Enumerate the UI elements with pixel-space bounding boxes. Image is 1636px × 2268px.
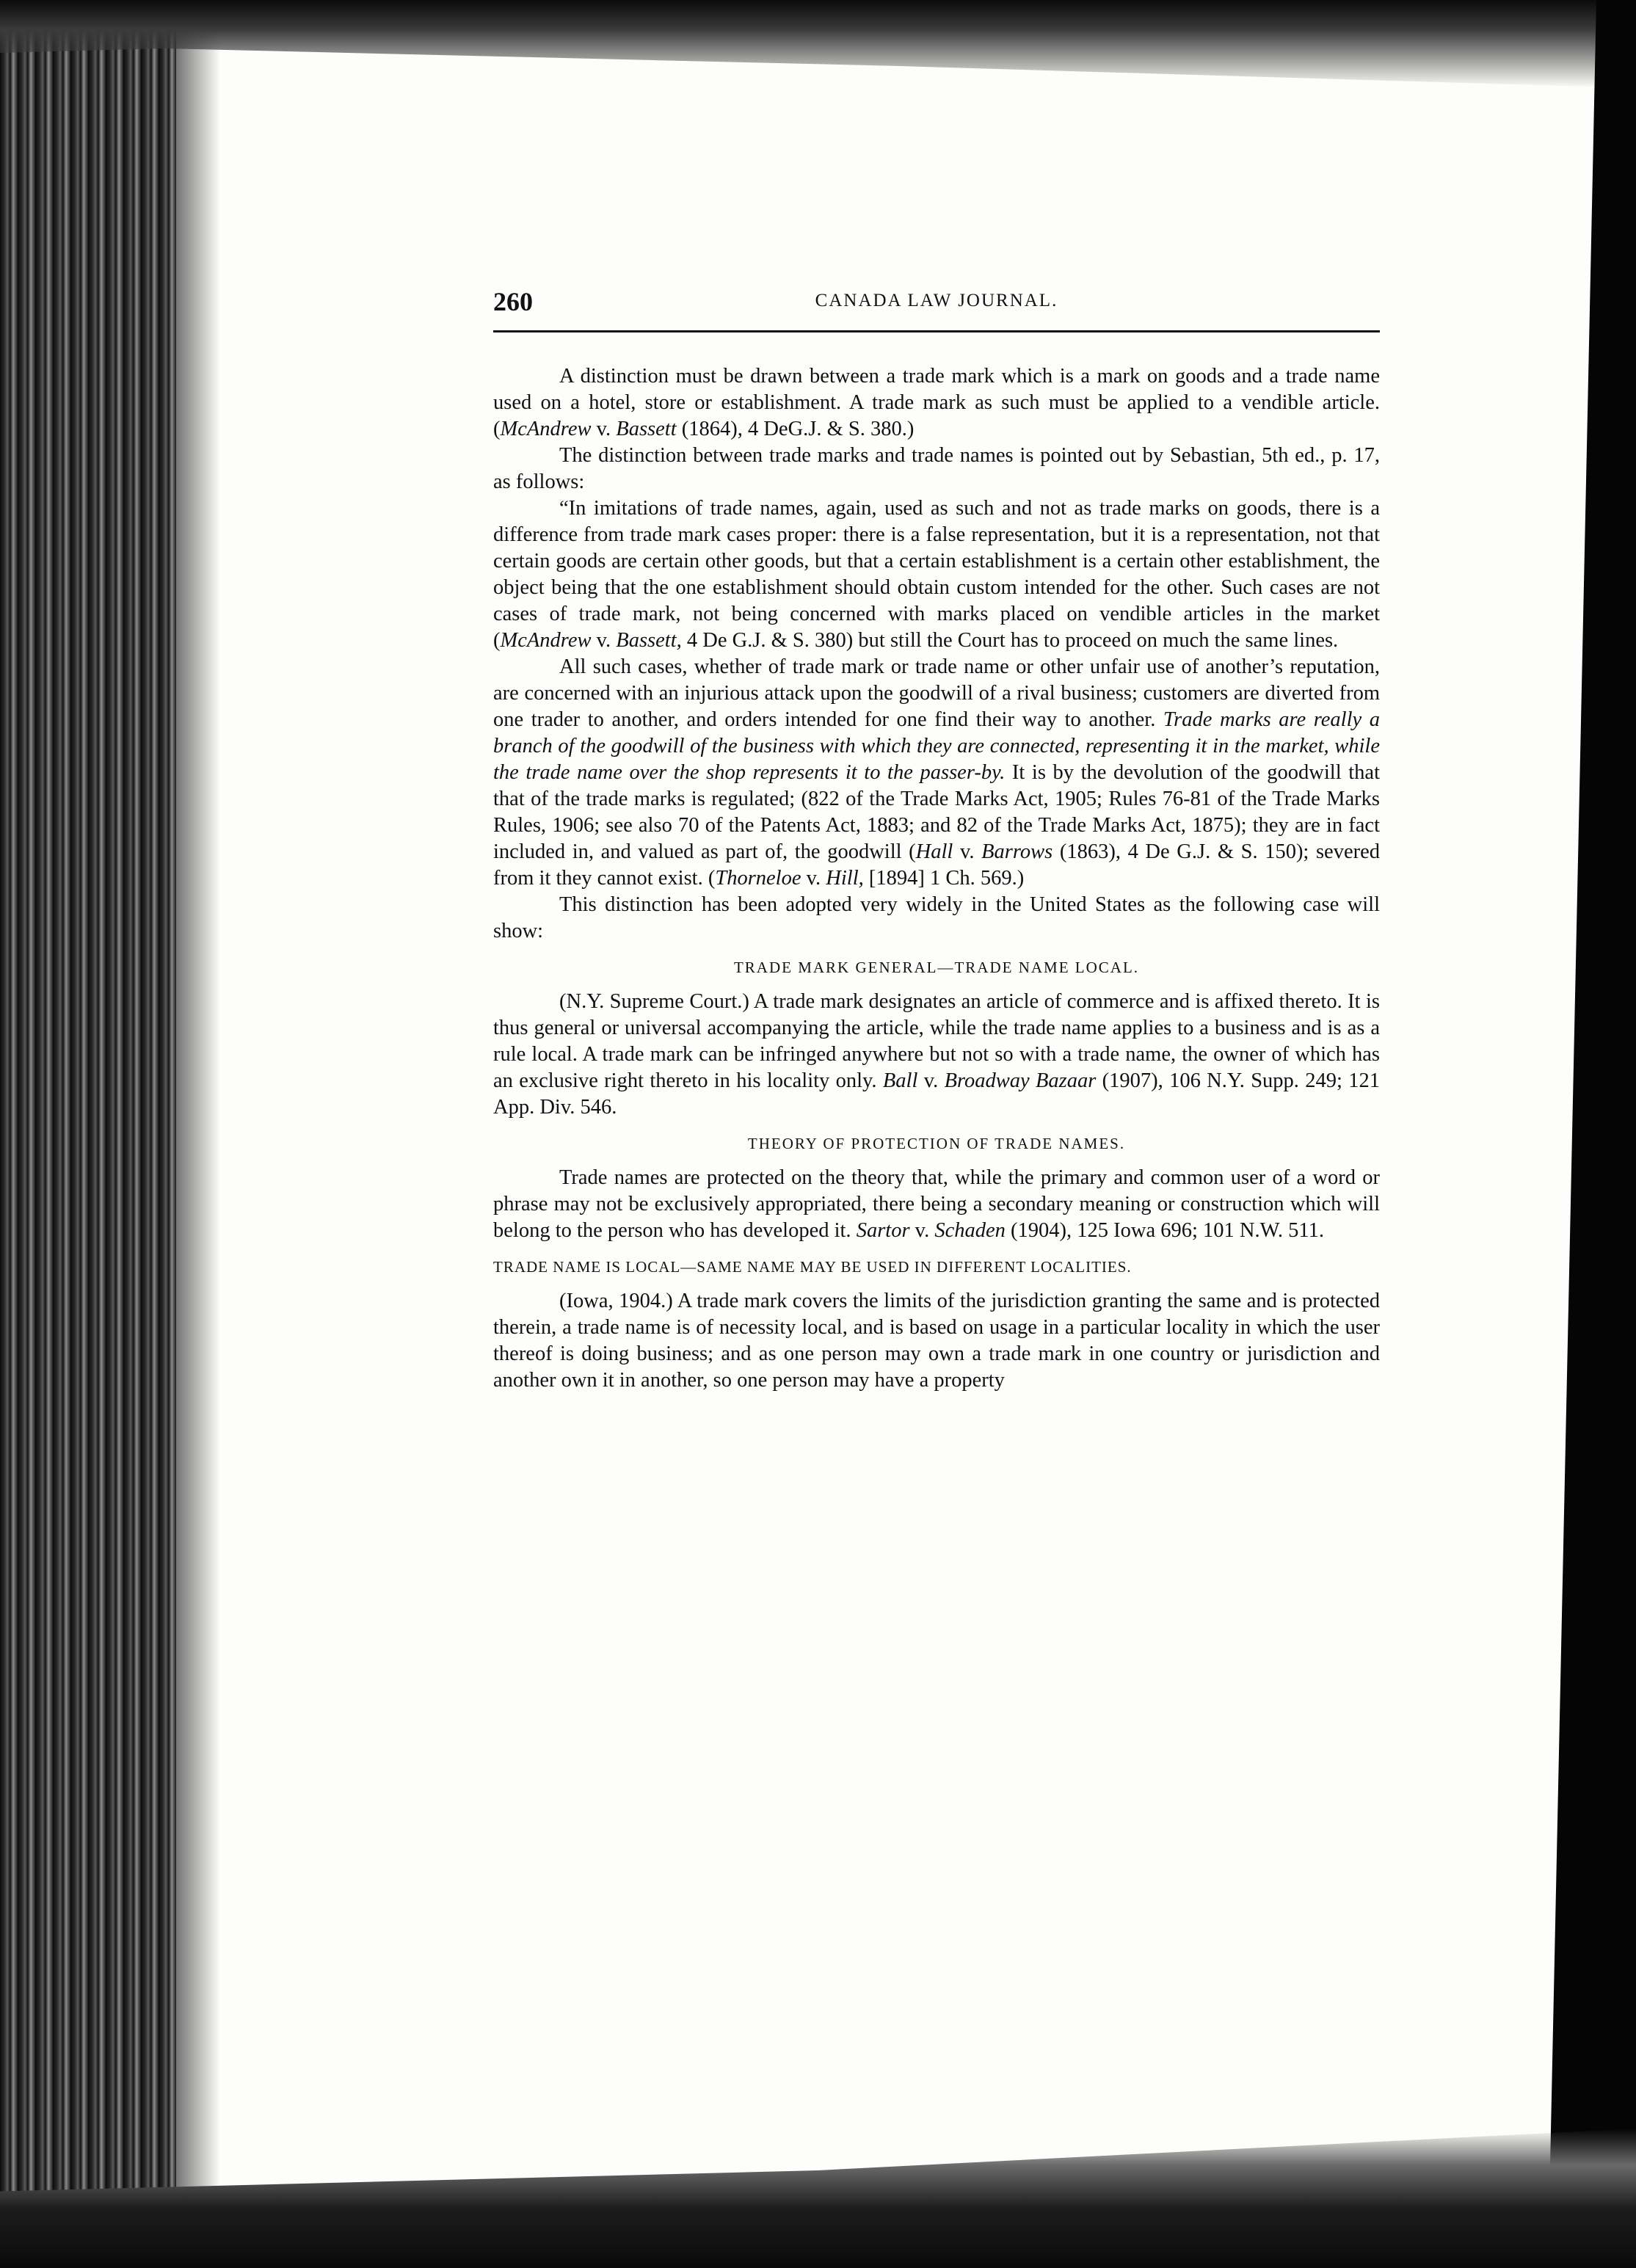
italic-text: Bassett,: [616, 629, 682, 652]
text-run: v.: [591, 418, 617, 440]
text-run: It is by the devolution of the goodwill that that of the trade marks is regulated; (822 of the Trade Marks Act, 1905; Rules 76-81 of the Trade Marks Rules, 1906; see also 70 of the Patents Act, 1883; and 82 of the Trade Marks Act, 1875); they are in fact included in, and valued as part of, the goodwill (: [493, 761, 1380, 863]
text-run: This distinction has been adopted very widely in the United States as the following case will show:: [493, 893, 1380, 942]
section-heading: [493, 1256, 1380, 1278]
article-body: [493, 363, 1380, 1394]
section-heading: [493, 1133, 1380, 1155]
text-run: v.: [801, 867, 826, 890]
text-run: Trade names are protected on the theory that, while the primary and common user of a word or phrase may not be exclusively appropriated, there being a secondary meaning or construction which will belong to the person who has developed it.: [493, 1166, 1380, 1242]
italic-text: Broadway Bazaar: [944, 1069, 1097, 1092]
text-run: [1894] 1 Ch. 569.): [863, 867, 1025, 890]
italic-text: Schaden: [934, 1219, 1006, 1242]
body-paragraph: [493, 1288, 1380, 1394]
text-run: TRADE MARK GENERAL—TRADE NAME LOCAL.: [733, 959, 1140, 976]
text-run: TRADE NAME IS LOCAL—SAME NAME MAY BE USED IN DIFFERENT LOCALITIES.: [493, 1258, 1132, 1276]
italic-text: McAndrew: [500, 629, 592, 652]
text-run: (1863), 4 De G.J. & S. 150); severed from it they cannot exist. (: [493, 840, 1380, 890]
journal-title: CANADA LAW JOURNAL.: [815, 291, 1058, 310]
text-run: The distinction between trade marks and trade names is pointed out by Sebastian, 5th ed., p. 17, as follows:: [493, 444, 1380, 493]
italic-text: Sartor: [856, 1219, 910, 1242]
italic-text: McAndrew: [500, 418, 592, 440]
text-run: (1907), 106 N.Y. Supp. 249; 121 App. Div. 546.: [493, 1069, 1380, 1119]
section-heading: [493, 956, 1380, 978]
text-run: v.: [917, 1069, 945, 1092]
scan-bottom-edge: [0, 2129, 1636, 2268]
text-run: THEORY OF PROTECTION OF TRADE NAMES.: [747, 1135, 1126, 1152]
text-run: (1904), 125 Iowa 696; 101 N.W. 511.: [1005, 1219, 1324, 1242]
text-run: (Iowa, 1904.) A trade mark covers the limits of the jurisdiction granting the same and is protected therein, a trade name is of necessity local, and is based on usage in a particular locality in which the user thereof is doing business; and as one person may own a trade mark in one country or jurisdiction and another own it in another, so one person may have a property: [493, 1290, 1380, 1392]
italic-text: Bassett: [616, 418, 677, 440]
body-paragraph: [493, 363, 1380, 443]
page-number: 260: [493, 287, 533, 316]
body-paragraph: [493, 989, 1380, 1121]
text-run: v.: [953, 840, 982, 863]
body-paragraph: [493, 443, 1380, 495]
scan-binding-edge: [0, 0, 176, 2268]
italic-text: Barrows: [981, 840, 1053, 863]
italic-text: Ball: [882, 1069, 918, 1092]
journal-page: [493, 286, 1380, 1394]
header-rule: [493, 330, 1380, 332]
scan-top-edge: [0, 0, 1636, 88]
text-run: All such cases, whether of trade mark or trade name or other unfair use of another’s reputation, are concerned with an injurious attack upon the goodwill of a rival business; customers are diverted from one trader to another, and orders intended for one find their way to another.: [493, 655, 1380, 731]
italic-text: Thorneloe: [715, 867, 801, 890]
text-run: (1864), 4 DeG.J. & S. 380.): [676, 418, 915, 440]
running-head: [493, 286, 1380, 330]
text-run: v.: [909, 1219, 935, 1242]
text-run: “In imitations of trade names, again, used as such and not as trade marks on goods, there is a difference from trade mark cases proper: there is a false representation, but it is a representation, not that certain goods are certain other goods, but that a certain establishment is a certain other establishment, the object being that the one establishment should obtain custom intended for the other. Such cases are not cases of trade mark, not being concerned with marks placed on vendible articles in the market (: [493, 497, 1380, 652]
text-run: v.: [591, 629, 617, 652]
scan-binding-shadow: [176, 0, 220, 2268]
text-run: (N.Y. Supreme Court.) A trade mark designates an article of commerce and is affixed thereto. It is thus general or universal accompanying the article, while the trade name applies to a business and is as a rule local. A trade mark can be infringed anywhere but not so with a trade name, the owner of which has an exclusive right thereto in his locality only.: [493, 990, 1380, 1092]
body-paragraph: [493, 654, 1380, 892]
body-paragraph: [493, 892, 1380, 945]
scan-right-edge: [1548, 0, 1636, 2268]
body-paragraph: [493, 495, 1380, 654]
italic-text: Hill,: [826, 867, 864, 890]
italic-text: Trade marks are really a branch of the goodwill of the business with which they are connected, representing it in the market, while the trade name over the shop represents it to the passer-by.: [493, 708, 1380, 784]
text-run: A distinction must be drawn between a trade mark which is a mark on goods and a trade name used on a hotel, store or establishment. A trade mark as such must be applied to a vendible article. (: [493, 365, 1380, 440]
italic-text: Hall: [915, 840, 953, 863]
text-run: 4 De G.J. & S. 380) but still the Court has to proceed on much the same lines.: [681, 629, 1339, 652]
body-paragraph: [493, 1165, 1380, 1244]
